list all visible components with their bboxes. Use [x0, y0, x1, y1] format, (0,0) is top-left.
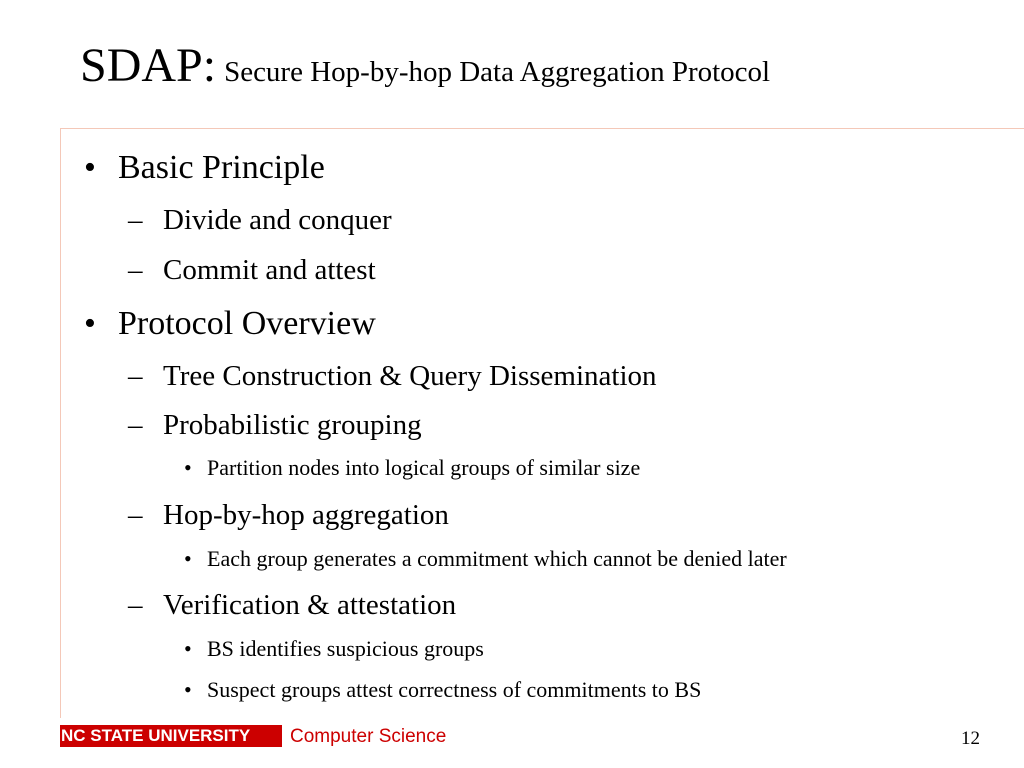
sub-bullet-text: Verification & attestation — [163, 589, 457, 621]
bullet-marker: • — [84, 305, 96, 342]
small-bullet-marker: • — [184, 636, 192, 661]
slide-title-sub: Secure Hop-by-hop Data Aggregation Protocol — [224, 56, 771, 88]
sub-bullet-text: Tree Construction & Query Dissemination — [163, 360, 657, 392]
sub-sub-bullet-text: Partition nodes into logical groups of similar size — [207, 455, 641, 480]
sub-sub-bullet-text: Each group generates a commitment which cannot be denied later — [207, 546, 787, 571]
dash-marker: – — [128, 204, 143, 236]
sub-bullet-text: Divide and conquer — [163, 204, 392, 236]
sub-sub-bullet-text: BS identifies suspicious groups — [207, 636, 484, 661]
small-bullet-marker: • — [184, 455, 192, 480]
sub-bullet-text: Probabilistic grouping — [163, 409, 422, 441]
sub-sub-bullet-text: Suspect groups attest correctness of commitments to BS — [207, 677, 702, 702]
department-label: Computer Science — [290, 726, 447, 747]
bullet-text: Protocol Overview — [118, 305, 376, 342]
dash-marker: – — [128, 499, 143, 531]
dash-marker: – — [128, 254, 143, 286]
dash-marker: – — [128, 589, 143, 621]
dash-marker: – — [128, 409, 143, 441]
sub-bullet-text: Hop-by-hop aggregation — [163, 499, 449, 531]
page-number: 12 — [961, 728, 980, 749]
bullet-marker: • — [84, 149, 96, 186]
dash-marker: – — [128, 360, 143, 392]
slide-title-main: SDAP: — [80, 39, 217, 92]
small-bullet-marker: • — [184, 677, 192, 702]
small-bullet-marker: • — [184, 546, 192, 571]
nc-state-logo: NC STATE UNIVERSITY — [60, 725, 282, 747]
sub-bullet-text: Commit and attest — [163, 254, 376, 286]
bullet-text: Basic Principle — [118, 149, 325, 186]
